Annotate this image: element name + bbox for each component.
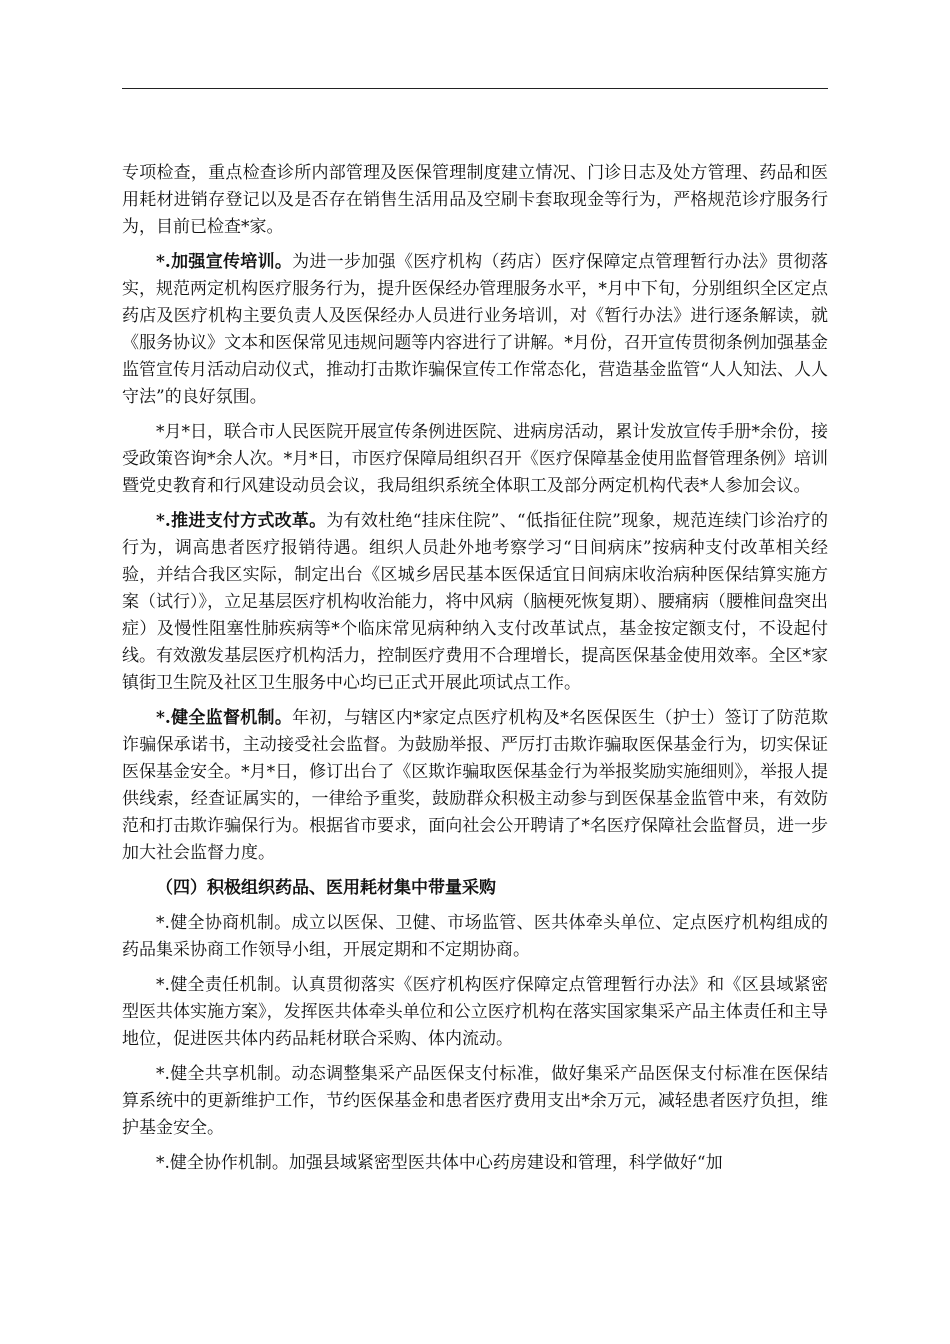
paragraph-text: *.健全协作机制。加强县域紧密型医共体中心药房建设和管理，科学做好“加 — [156, 1153, 723, 1173]
document-body — [122, 160, 828, 1185]
paragraph-lead: *.加强宣传培训。 — [156, 252, 293, 272]
paragraph-special-inspection — [122, 160, 828, 241]
paragraph-text: 为进一步加强《医疗机构（药店）医疗保障定点管理暂行办法》贯彻落实，规范两定机构医疗服务行为，提升医保经办管理服务水平，*月中下旬，分别组织全区定点药店及医疗机构主要负责人及医保经办人员进行业务培训，对《暂行办法》进行逐条解读，就《服务协议》文本和医保常见违规问题等内容进行了讲解。*月份，召开宣传贯彻条例加强基金监管宣传月活动启动仪式，推动打击欺诈骗保宣传工作常态化，营造基金监管“人人知法、人人守法”的良好氛围。 — [122, 252, 829, 407]
paragraph-text: *.健全协商机制。成立以医保、卫健、市场监管、医共体牵头单位、定点医疗机构组成的药品集采协商工作领导小组，开展定期和不定期协商。 — [122, 913, 828, 960]
section-heading: （四）积极组织药品、医用耗材集中带量采购 — [156, 878, 496, 898]
paragraph-text: 专项检查，重点检查诊所内部管理及医保管理制度建立情况、门诊日志及处方管理、药品和医用耗材进销存登记以及是否存在销售生活用品及空刷卡套取现金等行为，严格规范诊疗服务行为，目前已检查*家。 — [122, 163, 828, 237]
paragraph-hospital-activity — [122, 419, 828, 500]
paragraph-cooperation — [122, 1150, 828, 1177]
paragraph-responsibility — [122, 972, 828, 1053]
paragraph-lead: *.健全监督机制。 — [156, 708, 293, 728]
paragraph-consultation — [122, 910, 828, 964]
paragraph-text: 年初，与辖区内*家定点医疗机构及*名医保医生（护士）签订了防范欺诈骗保承诺书，主动接受社会监督。为鼓励举报、严厉打击欺诈骗取医保基金行为，切实保证医保基金安全。*月*日，修订出台了《区欺诈骗取医保基金行为举报奖励实施细则》，举报人提供线索，经查证属实的，一律给予重奖，鼓励群众积极主动参与到医保基金监管中来，有效防范和打击欺诈骗保行为。根据省市要求，面向社会公开聘请了*名医疗保障社会监督员，进一步加大社会监督力度。 — [122, 708, 829, 863]
paragraph-supervision — [122, 705, 828, 867]
paragraph-payment-reform — [122, 508, 828, 697]
paragraph-text: *.健全责任机制。认真贯彻落实《医疗机构医疗保障定点管理暂行办法》和《区县域紧密型医共体实施方案》，发挥医共体牵头单位和公立医疗机构在落实国家集采产品主体责任和主导地位，促进医共体内药品耗材联合采购、体内流动。 — [122, 975, 828, 1049]
paragraph-text: *.健全共享机制。动态调整集采产品医保支付标准，做好集采产品医保支付标准在医保结算系统中的更新维护工作，节约医保基金和患者医疗费用支出*余万元，减轻患者医疗负担，维护基金安全。 — [122, 1064, 828, 1138]
paragraph-text: 为有效杜绝“挂床住院”、“低指征住院”现象，规范连续门诊治疗的行为，调高患者医疗报销待遇。组织人员赴外地考察学习“日间病床”按病种支付改革相关经验，并结合我区实际，制定出台《区城乡居民基本医保适宜日间病床收治病种医保结算实施方案（试行）》，立足基层医疗机构收治能力，将中风病（脑梗死恢复期）、腰痛病（腰椎间盘突出症）及慢性阻塞性肺疾病等*个临床常见病种纳入支付改革试点，基金按定额支付，不设起付线。有效激发基层医疗机构活力，控制医疗费用不合理增长，提高医保基金使用效率。全区*家镇街卫生院及社区卫生服务中心均已正式开展此项试点工作。 — [122, 511, 829, 693]
paragraph-sharing — [122, 1061, 828, 1142]
paragraph-publicity-training — [122, 249, 828, 411]
paragraph-text: *月*日，联合市人民医院开展宣传条例进医院、进病房活动，累计发放宣传手册*余份，接受政策咨询*余人次。*月*日，市医疗保障局组织召开《医疗保障基金使用监督管理条例》培训暨党史教育和行风建设动员会议，我局组织系统全体职工及部分两定机构代表*人参加会议。 — [122, 422, 828, 496]
header-rule — [122, 88, 828, 89]
paragraph-lead: *.推进支付方式改革。 — [156, 511, 327, 531]
